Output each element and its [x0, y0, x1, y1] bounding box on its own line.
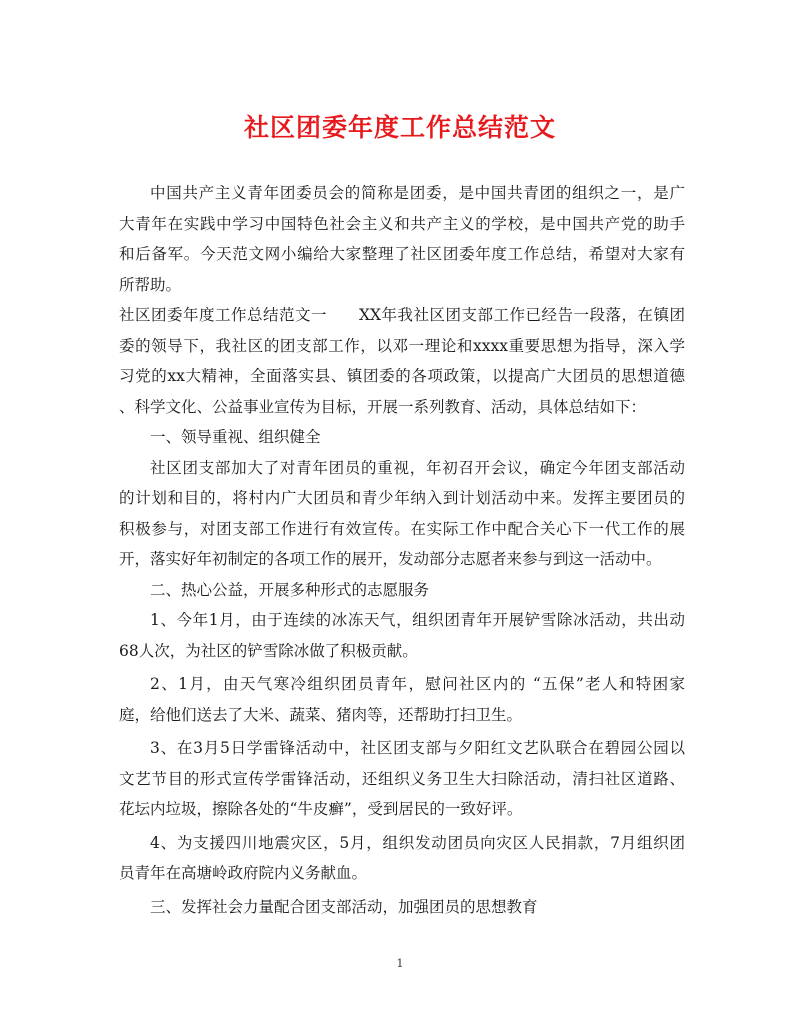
body-line: 社区团委年度工作总结范文一 XX年我社区团支部工作已经告一段落，在镇团	[119, 306, 685, 324]
body-line: 花坛内垃圾，擦除各处的“牛皮癣”，受到居民的一致好评。	[119, 800, 523, 818]
body-line: 、科学文化、公益事业宣传为目标，开展一系列教育、活动，具体总结如下：	[119, 397, 647, 416]
document-body	[119, 178, 685, 922]
body-line: 中国共产主义青年团委员会的简称是团委，是中国共青团的组织之一，是广	[150, 184, 685, 202]
document-title: 社区团委年度工作总结范文	[243, 113, 556, 142]
page-number: 1	[396, 957, 404, 970]
body-line: 68人次，为社区的铲雪除冰做了积极贡献。	[119, 641, 418, 660]
body-line: 委的领导下，我社区的团支部工作，以邓一理论和xxxx重要思想为指导，深入学	[119, 336, 685, 355]
body-line: 员青年在高塘岭政府院内义务献血。	[119, 864, 368, 882]
body-line: 的计划和目的，将村内广大团员和青少年纳入到计划活动中来。发挥主要团员的	[119, 489, 685, 507]
body-line: 积极参与，对团支部工作进行有效宣传。在实际工作中配合关心下一代工作的展	[119, 519, 685, 538]
body-line: 2、1月，由天气寒冷组织团员青年，慰问社区内的 “五保”老人和特困家	[150, 675, 685, 693]
section-heading: 二、热心公益，开展多种形式的志愿服务	[150, 580, 430, 599]
section-heading: 一、领导重视、组织健全	[150, 428, 321, 446]
body-line: 习党的xx大精神，全面落实县、镇团委的各项政策，以提高广大团员的思想道德	[119, 367, 685, 385]
body-line: 4、为支援四川地震灾区，5月，组织发动团员向灾区人民捐款，7月组织团	[150, 833, 685, 852]
body-line: 和后备军。今天范文网小编给大家整理了社区团委年度工作总结，希望对大家有	[119, 245, 685, 263]
body-line: 社区团支部加大了对青年团员的重视，年初召开会议，确定今年团支部活动	[150, 458, 685, 477]
section-heading: 三、发挥社会力量配合团支部活动，加强团员的思想教育	[150, 897, 538, 916]
body-line: 大青年在实践中学习中国特色社会主义和共产主义的学校，是中国共产党的助手	[119, 214, 685, 233]
body-line: 庭，给他们送去了大米、蔬菜、猪肉等，还帮助打扫卫生。	[119, 705, 523, 724]
body-line: 所帮助。	[119, 275, 182, 294]
body-line: 文艺节目的形式宣传学雷锋活动，还组织义务卫生大扫除活动，清扫社区道路、	[119, 769, 685, 788]
body-line: 1、今年1月，由于连续的冰冻天气，组织团青年开展铲雪除冰活动，共出动	[150, 611, 685, 629]
body-line: 3、在3月5日学雷锋活动中，社区团支部与夕阳红文艺队联合在碧园公园以	[150, 739, 685, 757]
body-line: 开，落实好年初制定的各项工作的展开，发动部分志愿者来参与到这一活动中。	[119, 550, 662, 568]
